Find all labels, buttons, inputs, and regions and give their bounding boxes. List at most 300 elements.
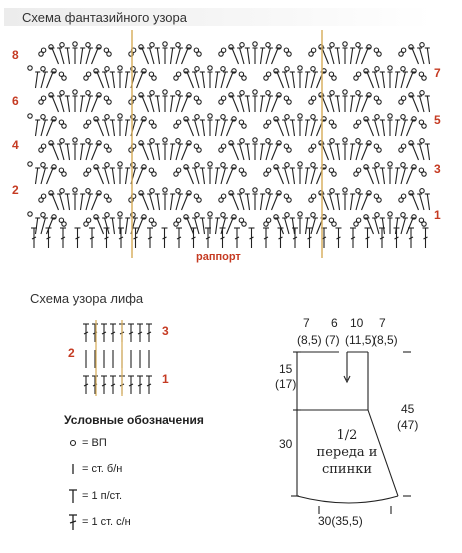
- fan-stitch: [52, 48, 59, 64]
- fan-stitch: [171, 96, 173, 112]
- chain-dot: [240, 189, 244, 193]
- fan-stitch: [311, 120, 315, 136]
- fan-stitch: [232, 48, 239, 64]
- fan-stitch: [60, 48, 64, 64]
- fan-stitch: [202, 218, 204, 234]
- fan-stitch: [137, 72, 144, 88]
- fan-stitch: [375, 218, 379, 234]
- fan-stitch: [337, 48, 339, 64]
- chain-dot: [28, 212, 32, 216]
- chain-dot: [388, 114, 392, 118]
- fan-stitch: [36, 218, 38, 234]
- fan-stitch: [240, 144, 244, 160]
- fan-stitch: [322, 48, 329, 64]
- chain-dot: [401, 96, 405, 100]
- chain-dot: [60, 189, 64, 193]
- row-number-5: 5: [434, 113, 441, 127]
- chain-dot: [86, 218, 90, 222]
- fan-stitch: [137, 168, 144, 184]
- fan-stitch: [195, 120, 199, 136]
- chain-dot: [163, 90, 167, 94]
- fan-stitch: [67, 48, 69, 64]
- fan-stitch: [86, 48, 90, 64]
- chain-dot: [298, 66, 302, 70]
- bodice-row-number-2: 2: [68, 346, 75, 360]
- schematic-hem: [297, 496, 398, 503]
- fan-stitch: [285, 120, 289, 136]
- chain-dot: [176, 139, 180, 143]
- chain-dot: [242, 76, 246, 80]
- chain-dot: [41, 115, 45, 119]
- chain-dot: [86, 189, 90, 193]
- fan-stitch: [41, 120, 45, 136]
- chain-dot: [107, 148, 111, 152]
- diagram2-title: Схема узора лифа: [30, 291, 144, 306]
- fan-stitch: [112, 168, 114, 184]
- fan-stitch: [306, 168, 308, 184]
- chain-dot: [28, 66, 32, 70]
- fan-stitch: [382, 72, 384, 88]
- chain-dot: [401, 194, 405, 198]
- fan-stitch: [285, 168, 289, 184]
- legend-text-hdc: = 1 п/ст.: [82, 489, 123, 502]
- row-number-2: 2: [12, 183, 19, 197]
- fan-stitch: [330, 194, 334, 210]
- chain-dot: [41, 144, 45, 148]
- chain-dot: [73, 42, 77, 46]
- fan-stitch: [367, 168, 374, 184]
- schematic-label-line2: переда и: [316, 445, 378, 460]
- row-number-3: 3: [434, 162, 441, 176]
- chain-dot: [62, 172, 66, 176]
- chain-dot: [356, 91, 360, 95]
- chain-dot: [253, 188, 257, 192]
- chain-dot: [221, 213, 225, 217]
- fan-stitch: [36, 168, 38, 184]
- fan-stitch: [272, 96, 279, 112]
- chain-dot: [86, 139, 90, 143]
- fan-stitch: [240, 48, 244, 64]
- fan-stitch: [171, 48, 173, 64]
- bodice-row-number-3: 3: [162, 324, 169, 338]
- chain-dot: [330, 189, 334, 193]
- chain-dot: [311, 96, 315, 100]
- fan-stitch: [401, 218, 405, 234]
- fan-stitch: [105, 72, 109, 88]
- chain-dot: [287, 198, 291, 202]
- fan-stitch: [292, 218, 294, 234]
- fan-stitch: [322, 96, 329, 112]
- fan-stitch: [240, 194, 244, 210]
- chain-dot: [221, 194, 225, 198]
- chain-dot: [240, 139, 244, 143]
- fan-stitch: [351, 48, 353, 64]
- chain-dot: [401, 67, 405, 71]
- fan-stitch: [292, 120, 294, 136]
- diagram1-title: Схема фантазийного узора: [22, 10, 187, 25]
- fan-stitch: [221, 120, 225, 136]
- chain-dot: [285, 67, 289, 71]
- fan-stitch: [97, 72, 104, 88]
- chain-dot: [356, 168, 360, 172]
- fan-stitch: [142, 48, 149, 64]
- chain-dot: [41, 194, 45, 198]
- fan-stitch: [216, 120, 218, 136]
- fan-stitch: [427, 48, 429, 64]
- fan-stitch: [112, 218, 114, 234]
- fan-stitch: [277, 168, 284, 184]
- chain-dot: [242, 172, 246, 176]
- chain-dot: [107, 52, 111, 56]
- fan-stitch: [292, 168, 294, 184]
- chain-dot: [266, 72, 270, 76]
- fan-stitch: [277, 120, 284, 136]
- chain-dot: [311, 144, 315, 148]
- fan-stitch: [420, 96, 424, 112]
- fancy-pattern-chart: [0, 28, 462, 260]
- chain-dot: [118, 114, 122, 118]
- chain-dot: [356, 43, 360, 47]
- fan-stitch: [126, 120, 128, 136]
- fan-stitch: [157, 194, 159, 210]
- chain-dot: [377, 52, 381, 56]
- chain-dot: [377, 198, 381, 202]
- fan-stitch: [356, 144, 360, 160]
- chain-dot: [375, 213, 379, 217]
- fan-stitch: [396, 72, 398, 88]
- chain-dot: [195, 213, 199, 217]
- chain-dot: [266, 91, 270, 95]
- fan-stitch: [142, 144, 149, 160]
- fan-stitch: [41, 168, 45, 184]
- rapport-label: раппорт: [196, 251, 241, 263]
- chain-dot: [377, 100, 381, 104]
- chain-dot: [86, 120, 90, 124]
- chain-dot: [73, 138, 77, 142]
- schematic-label-line1: 1/2: [336, 428, 358, 443]
- fan-stitch: [97, 168, 104, 184]
- chain-dot: [105, 67, 109, 71]
- chain-dot: [221, 96, 225, 100]
- chain-dot: [330, 43, 334, 47]
- chain-dot: [266, 139, 270, 143]
- fan-stitch: [92, 144, 99, 160]
- chain-dot: [107, 100, 111, 104]
- fan-stitch: [382, 218, 384, 234]
- chain-dot: [330, 91, 334, 95]
- fan-stitch: [92, 194, 99, 210]
- fan-stitch: [195, 218, 199, 234]
- chain-dot: [420, 139, 424, 143]
- chain-dot: [197, 52, 201, 56]
- fan-stitch: [171, 144, 173, 160]
- fan-stitch: [247, 144, 249, 160]
- chain-dot: [86, 43, 90, 47]
- fan-stitch: [266, 48, 270, 64]
- chain-dot: [343, 138, 347, 142]
- fan-stitch: [247, 96, 249, 112]
- fan-stitch: [67, 144, 69, 160]
- fan-stitch: [232, 144, 239, 160]
- chain-dot: [41, 48, 45, 52]
- fan-stitch: [401, 72, 405, 88]
- fan-stitch: [407, 218, 414, 234]
- fan-stitch: [126, 168, 128, 184]
- chain-dot: [242, 222, 246, 226]
- chain-dot: [242, 124, 246, 128]
- fan-stitch: [375, 120, 379, 136]
- chain-dot: [105, 213, 109, 217]
- chain-dot: [332, 76, 336, 80]
- fan-stitch: [216, 218, 218, 234]
- fan-stitch: [330, 96, 334, 112]
- fan-stitch: [81, 194, 83, 210]
- single-crochet-icon: [68, 463, 82, 475]
- fan-stitch: [195, 168, 199, 184]
- chain-dot: [375, 163, 379, 167]
- chain-dot: [195, 163, 199, 167]
- chain-dot: [163, 42, 167, 46]
- chain-dot: [176, 91, 180, 95]
- fan-stitch: [420, 194, 424, 210]
- fan-stitch: [306, 72, 308, 88]
- fan-stitch: [97, 218, 104, 234]
- fan-stitch: [227, 218, 234, 234]
- fan-stitch: [362, 144, 369, 160]
- fan-stitch: [240, 96, 244, 112]
- chain-dot: [298, 212, 302, 216]
- fan-stitch: [306, 120, 308, 136]
- fan-stitch: [150, 48, 154, 64]
- fan-stitch: [232, 96, 239, 112]
- chain-dot: [332, 172, 336, 176]
- fan-stitch: [420, 144, 424, 160]
- fan-stitch: [407, 72, 414, 88]
- dim-top-4: 7: [379, 316, 386, 330]
- double-crochet-icon: [68, 513, 82, 531]
- fan-stitch: [202, 168, 204, 184]
- chain-dot: [285, 213, 289, 217]
- fan-stitch: [227, 72, 234, 88]
- legend-text-dc: = 1 ст. с/н: [82, 515, 131, 528]
- fan-stitch: [261, 96, 263, 112]
- fan-stitch: [221, 218, 225, 234]
- chain-dot: [266, 168, 270, 172]
- chain-dot: [195, 115, 199, 119]
- chain-dot: [41, 96, 45, 100]
- chain-dot: [266, 120, 270, 124]
- chain-dot: [221, 48, 225, 52]
- fan-stitch: [182, 144, 189, 160]
- chain-dot: [253, 42, 257, 46]
- chain-dot: [356, 72, 360, 76]
- legend-text-sc: = ст. б/н: [82, 463, 123, 475]
- chain-dot: [28, 114, 32, 118]
- fan-stitch: [176, 194, 180, 210]
- chain-dot: [86, 72, 90, 76]
- dim-top-4-alt: (8,5): [373, 333, 398, 347]
- fan-stitch: [41, 72, 45, 88]
- fan-stitch: [86, 144, 90, 160]
- fan-stitch: [126, 218, 128, 234]
- fan-stitch: [285, 72, 289, 88]
- chain-dot: [197, 148, 201, 152]
- fan-stitch: [266, 194, 270, 210]
- dim-right-alt: (47): [397, 418, 419, 432]
- chain-dot: [266, 189, 270, 193]
- chain-dot: [298, 114, 302, 118]
- fan-stitch: [247, 194, 249, 210]
- fan-stitch: [362, 194, 369, 210]
- chain-dot: [221, 67, 225, 71]
- fan-stitch: [337, 194, 339, 210]
- chain-dot: [197, 100, 201, 104]
- fan-stitch: [367, 120, 374, 136]
- chain-dot: [118, 66, 122, 70]
- fan-stitch: [221, 168, 225, 184]
- chain-dot: [176, 218, 180, 222]
- fan-stitch: [112, 120, 114, 136]
- fan-stitch: [351, 96, 353, 112]
- chain-dot: [253, 90, 257, 94]
- fan-stitch: [261, 194, 263, 210]
- legend-title: Условные обозначения: [64, 413, 204, 427]
- fan-stitch: [247, 48, 249, 64]
- chain-dot: [266, 218, 270, 222]
- chain-dot: [73, 90, 77, 94]
- chain-dot: [152, 172, 156, 176]
- chain-dot: [356, 189, 360, 193]
- chain-dot: [176, 43, 180, 47]
- fan-stitch: [202, 120, 204, 136]
- chain-stitch-icon: [68, 438, 82, 448]
- chain-dot: [60, 91, 64, 95]
- chain-dot: [86, 91, 90, 95]
- chain-dot: [152, 76, 156, 80]
- fan-stitch: [292, 72, 294, 88]
- chain-dot: [285, 115, 289, 119]
- fan-stitch: [187, 218, 194, 234]
- fan-stitch: [36, 120, 38, 136]
- chain-dot: [221, 115, 225, 119]
- fan-stitch: [176, 96, 180, 112]
- fan-stitch: [330, 144, 334, 160]
- chain-dot: [388, 212, 392, 216]
- chain-dot: [311, 194, 315, 198]
- chain-dot: [41, 67, 45, 71]
- fan-stitch: [171, 194, 173, 210]
- fan-stitch: [367, 72, 374, 88]
- chain-dot: [41, 163, 45, 167]
- fan-stitch: [97, 120, 104, 136]
- chain-dot: [356, 139, 360, 143]
- fan-stitch: [356, 96, 360, 112]
- fan-stitch: [221, 72, 225, 88]
- chain-dot: [311, 163, 315, 167]
- fan-stitch: [227, 168, 234, 184]
- dim-top-2-alt: (7): [325, 333, 340, 347]
- fan-stitch: [176, 48, 180, 64]
- fan-stitch: [142, 96, 149, 112]
- fan-stitch: [311, 168, 315, 184]
- chain-dot: [208, 212, 212, 216]
- dim-top-1: 7: [303, 316, 310, 330]
- fan-stitch: [420, 48, 424, 64]
- chain-dot: [332, 222, 336, 226]
- fan-stitch: [157, 48, 159, 64]
- chain-dot: [375, 115, 379, 119]
- fan-stitch: [412, 194, 419, 210]
- row-number-4: 4: [12, 138, 19, 152]
- fan-stitch: [311, 218, 315, 234]
- chain-dot: [311, 48, 315, 52]
- dim-top-3-alt: (11,5): [345, 333, 376, 347]
- chain-dot: [388, 162, 392, 166]
- fan-stitch: [105, 120, 109, 136]
- fan-stitch: [126, 72, 128, 88]
- dim-left-top-alt: (17): [275, 377, 297, 391]
- fan-stitch: [412, 48, 419, 64]
- fan-stitch: [322, 194, 329, 210]
- chain-dot: [240, 91, 244, 95]
- chain-dot: [86, 168, 90, 172]
- fan-stitch: [182, 48, 189, 64]
- chain-dot: [62, 222, 66, 226]
- chain-dot: [163, 188, 167, 192]
- fan-stitch: [407, 168, 414, 184]
- fan-stitch: [362, 96, 369, 112]
- fan-stitch: [47, 120, 54, 136]
- legend-text-chain: = ВП: [82, 437, 107, 449]
- chain-dot: [311, 115, 315, 119]
- chain-dot: [298, 162, 302, 166]
- fan-stitch: [92, 96, 99, 112]
- chain-dot: [62, 76, 66, 80]
- half-double-crochet-icon: [68, 488, 82, 504]
- chain-dot: [253, 138, 257, 142]
- legend-item-hdc: [68, 488, 122, 504]
- fan-stitch: [187, 72, 194, 88]
- chain-dot: [287, 52, 291, 56]
- chain-dot: [330, 139, 334, 143]
- dim-left-bottom: 30: [279, 437, 293, 451]
- chain-dot: [343, 188, 347, 192]
- dim-right: 45: [401, 402, 415, 416]
- chain-dot: [401, 213, 405, 217]
- dim-left-top: 15: [279, 362, 293, 376]
- chain-dot: [163, 138, 167, 142]
- fan-stitch: [382, 120, 384, 136]
- chain-dot: [176, 168, 180, 172]
- chain-dot: [107, 198, 111, 202]
- fan-stitch: [277, 72, 284, 88]
- chain-dot: [176, 120, 180, 124]
- chain-dot: [332, 124, 336, 128]
- chain-dot: [420, 43, 424, 47]
- chain-dot: [150, 43, 154, 47]
- chain-dot: [285, 163, 289, 167]
- chain-dot: [208, 114, 212, 118]
- dim-bottom: 30(35,5): [318, 514, 363, 528]
- chain-dot: [422, 222, 426, 226]
- chain-dot: [208, 162, 212, 166]
- row-number-1: 1: [434, 208, 441, 222]
- fan-stitch: [337, 144, 339, 160]
- fan-stitch: [137, 120, 144, 136]
- fan-stitch: [356, 194, 360, 210]
- fan-stitch: [202, 72, 204, 88]
- fan-stitch: [176, 144, 180, 160]
